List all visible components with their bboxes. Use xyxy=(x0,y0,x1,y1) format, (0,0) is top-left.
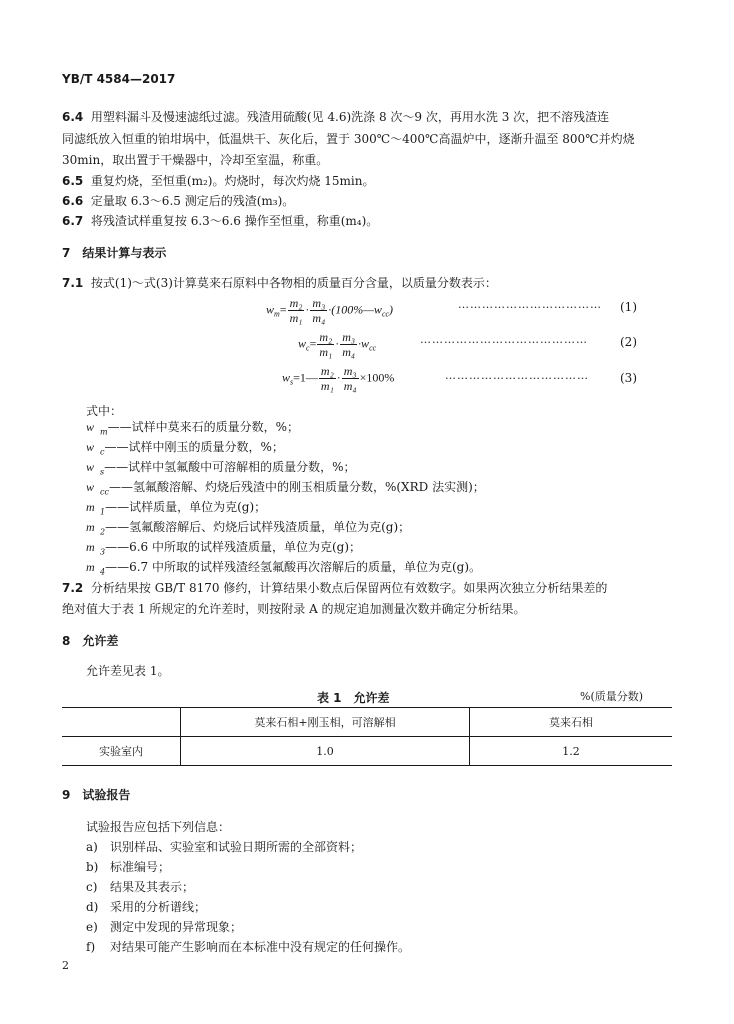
report-item: a) 识别样品、实验室和试验日期所需的全部资料； xyxy=(86,840,363,854)
definition-item: m $_2$——氢氟酸溶解后、灼烧后试样残渣质量，单位为克(g)； xyxy=(86,520,411,537)
formula-2-tag: (2) xyxy=(620,335,637,349)
formula-1: $w_m=$ $\frac{\text{m₂}}{\text{m₁}}$ · $\frac{\text{m₃}}{\text{m₄}}$ $\cdot(100\%—w_{cc})$ xyxy=(266,296,394,325)
report-item: b) 标准编号； xyxy=(86,860,171,874)
table-row xyxy=(62,737,672,766)
clause-6-7: 6.7 将残渣试样重复按 6.3～6.6 操作至恒重，称重(m₄)。 xyxy=(62,214,379,228)
formula-3-tag: (3) xyxy=(620,371,637,385)
section-9-heading: 9 试验报告 xyxy=(62,788,131,802)
formula-3: $w_s=1—$ $\frac{\text{m₂}}{\text{m₁}}$ · $\frac{\text{m₃}}{\text{m₄}}$ ×100% xyxy=(282,364,395,393)
report-item: f) 对结果可能产生影响而在本标准中没有规定的任何操作。 xyxy=(86,940,411,954)
formula-3-leader: ……………………………… xyxy=(445,369,589,382)
report-item: e) 测定中发现的异常现象； xyxy=(86,920,243,934)
tolerance-text: 允许差见表 1。 xyxy=(86,664,170,678)
report-item: c) 结果及其表示； xyxy=(86,880,195,894)
table-cell: 1.2 xyxy=(470,737,673,766)
clause-6-4-line2: 同滤纸放入恒重的铂坩埚中，低温烘干、灰化后，置于 300℃～400℃高温炉中，逐渐升温至 800℃并灼烧 xyxy=(62,132,635,146)
table-cell: 1.0 xyxy=(181,737,470,766)
definition-item: w $_c$——试样中刚玉的质量分数，%； xyxy=(86,440,284,457)
report-item: d) 采用的分析谱线； xyxy=(86,900,207,914)
clause-7-2-line2: 绝对值大于表 1 所规定的允许差时，则按附录 A 的规定追加测量次数并确定分析结果。 xyxy=(62,602,526,616)
table-title: 表 1 允许差 xyxy=(317,691,390,705)
formula-1-leader: ……………………………… xyxy=(458,298,602,311)
section-8-heading: 8 允许差 xyxy=(62,634,119,648)
definition-item: m $_1$——试样质量，单位为克(g)； xyxy=(86,500,267,517)
report-intro: 试验报告应包括下列信息： xyxy=(86,820,231,834)
section-7-heading: 7 结果计算与表示 xyxy=(62,246,167,260)
tolerance-table xyxy=(62,707,672,766)
clause-7-1: 7.1 按式(1)～式(3)计算莫来石原料中各物相的质量百分含量，以质量分数表示： xyxy=(62,276,497,290)
clause-7-2: 7.2 分析结果按 GB/T 8170 修约，计算结果小数点后保留两位有效数字。如果两次独立分析结果差的 xyxy=(62,581,608,595)
clause-6-4: 6.4 用塑料漏斗及慢速滤纸过滤。残渣用硫酸(见 4.6)洗涤 8 次～9 次，再用水洗 3 次，把不溶残渣连 xyxy=(62,110,610,124)
standard-code: YB/T 4584—2017 xyxy=(62,72,176,86)
definition-item: m $_4$——6.7 中所取的试样残渣经氢氟酸再次溶解后的质量，单位为克(g)。 xyxy=(86,560,482,577)
table-header-cell: 莫来石相 xyxy=(470,708,673,737)
formula-2-leader: …………………………………… xyxy=(420,333,588,346)
clause-6-6: 6.6 定量取 6.3～6.5 测定后的残渣(m₃)。 xyxy=(62,194,295,208)
definition-item: m $_3$——6.6 中所取的试样残渣质量，单位为克(g)； xyxy=(86,540,362,557)
definition-item: w $_m$——试样中莫来石的质量分数，%； xyxy=(86,420,299,437)
where-label: 式中： xyxy=(86,404,123,418)
table-header-cell: 莫来石相+刚玉相，可溶解相 xyxy=(181,708,470,737)
definition-item: w $_{cc}$——氢氟酸溶解、灼烧后残渣中的刚玉相质量分数，%(XRD 法实测)； xyxy=(86,480,485,497)
definition-item: w $_s$——试样中氢氟酸中可溶解相的质量分数，%； xyxy=(86,460,356,477)
formula-2: $w_c=$ $\frac{\text{m₂}}{\text{m₁}}$ · $\frac{\text{m₃}}{\text{m₄}}$ $\cdot w_{cc}$ xyxy=(298,330,377,359)
table-header-cell xyxy=(62,708,181,737)
clause-6-4-line3: 30min，取出置于干燥器中，冷却至室温，称重。 xyxy=(62,153,329,167)
table-unit: %(质量分数) xyxy=(580,690,644,703)
formula-1-tag: (1) xyxy=(620,300,637,314)
table-header-row xyxy=(62,708,672,737)
clause-6-5: 6.5 重复灼烧，至恒重(m₂)。灼烧时，每次灼烧 15min。 xyxy=(62,174,375,188)
page-number: 2 xyxy=(62,959,69,972)
table-cell: 实验室内 xyxy=(62,737,181,766)
